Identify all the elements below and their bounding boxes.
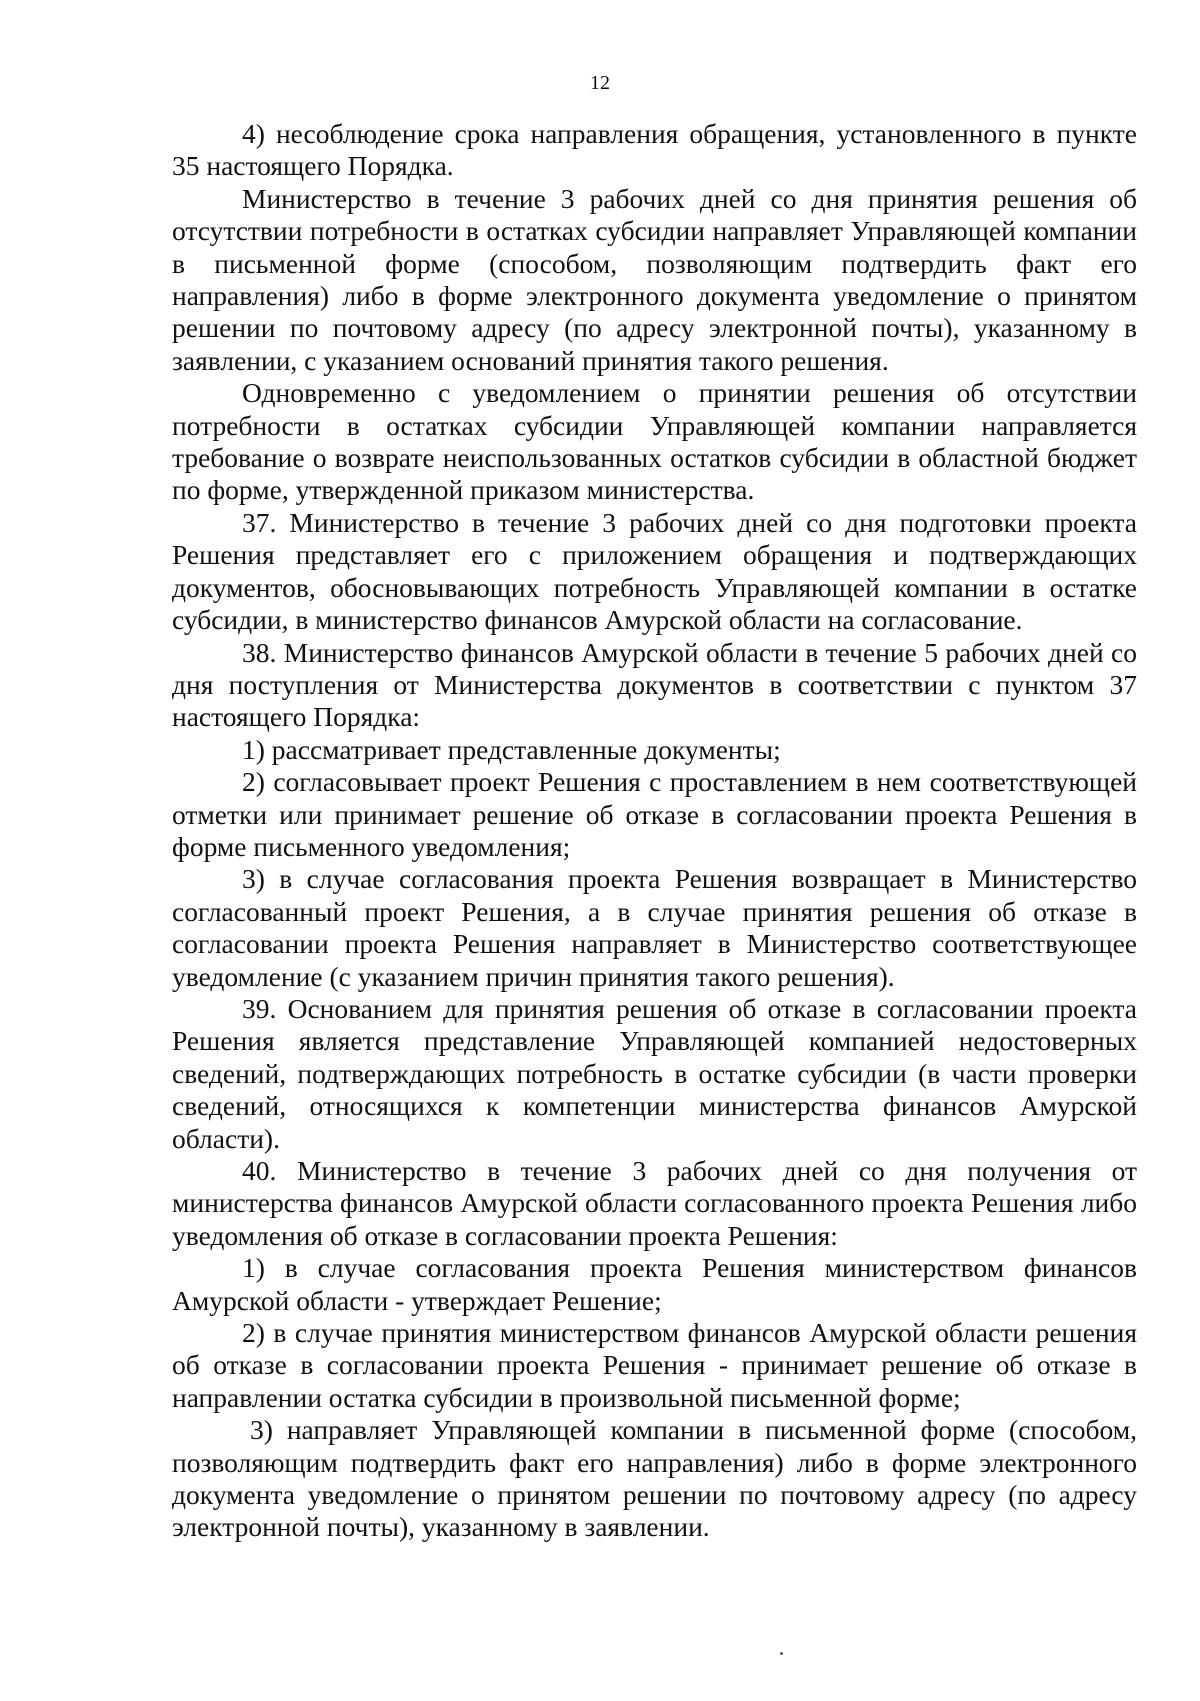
- paragraph-37: 37. Министерство в течение 3 рабочих дней со дня подготовки проекта Решения представляет его с приложением обращения и подтверждающих документов, обосновывающих потребность Управляющей компании в остатке субсидии, в министерство финансов Амурской области на согласование.: [172, 506, 1137, 636]
- paragraph-return-requirement: Одновременно с уведомлением о принятии решения об отсутствии потребности в остатках субсидии Управляющей компании направляется требование о возврате неиспользованных остатков субсидии в областной бюджет по форме, утвержденной приказом министерства.: [172, 377, 1137, 506]
- paragraph-40-item-3: 3) направляет Управляющей компании в письменной форме (способом, позволяющим подтвердить факт его направления) либо в форме электронного документа уведомление о принятом решении по почтовому адресу (по адресу электронной почты), указанному в заявлении.: [172, 1414, 1137, 1543]
- scan-speck: [780, 1652, 783, 1655]
- paragraph-38-item-1: 1) рассматривает представленные документы;: [242, 733, 781, 765]
- paragraph-40: 40. Министерство в течение 3 рабочих дней со дня получения от министерства финансов Амурской области согласованного проекта Решения либо уведомления об отказе в согласовании проекта Решения:: [172, 1155, 1137, 1251]
- paragraph-40-item-1: 1) в случае согласования проекта Решения министерством финансов Амурской области - утверждает Решение;: [172, 1252, 1137, 1316]
- document-body: [172, 118, 1137, 1544]
- page-number: 12: [590, 72, 610, 94]
- paragraph-notification: Министерство в течение 3 рабочих дней со дня принятия решения об отсутствии потребности в остатках субсидии направляет Управляющей компании в письменной форме (способом, позволяющим подтвердить факт его направления) либо в форме электронного документа уведомление о принятом решении по почтовому адресу (по адресу электронной почты), указанному в заявлении, с указанием оснований принятия такого решения.: [172, 182, 1137, 376]
- paragraph-38-item-3: 3) в случае согласования проекта Решения возвращает в Министерство согласованный проект Решения, а в случае принятия решения об отказе в согласовании проекта Решения направляет в Министерство соответствующее уведомление (с указанием причин принятия такого решения).: [172, 863, 1137, 992]
- paragraph-38: 38. Министерство финансов Амурской области в течение 5 рабочих дней со дня поступления от Министерства документов в соответствии с пунктом 37 настоящего Порядка:: [172, 636, 1137, 733]
- paragraph-39: 39. Основанием для принятия решения об отказе в согласовании проекта Решения является представление Управляющей компанией недостоверных сведений, подтверждающих потребность в остатке субсидии (в части проверки сведений, относящихся к компетенции министерства финансов Амурской области).: [172, 992, 1137, 1154]
- paragraph-40-item-2: 2) в случае принятия министерством финансов Амурской области решения об отказе в согласовании проекта Решения - принимает решение об отказе в направлении остатка субсидии в произвольной письменной форме;: [172, 1317, 1137, 1413]
- paragraph-38-item-2: 2) согласовывает проект Решения с проставлением в нем соответствующей отметки или принимает решение об отказе в согласовании проекта Решения в форме письменного уведомления;: [172, 766, 1137, 862]
- paragraph-item-4-deadline: 4) несоблюдение срока направления обращения, установленного в пункте 35 настоящего Порядка.: [172, 118, 1137, 182]
